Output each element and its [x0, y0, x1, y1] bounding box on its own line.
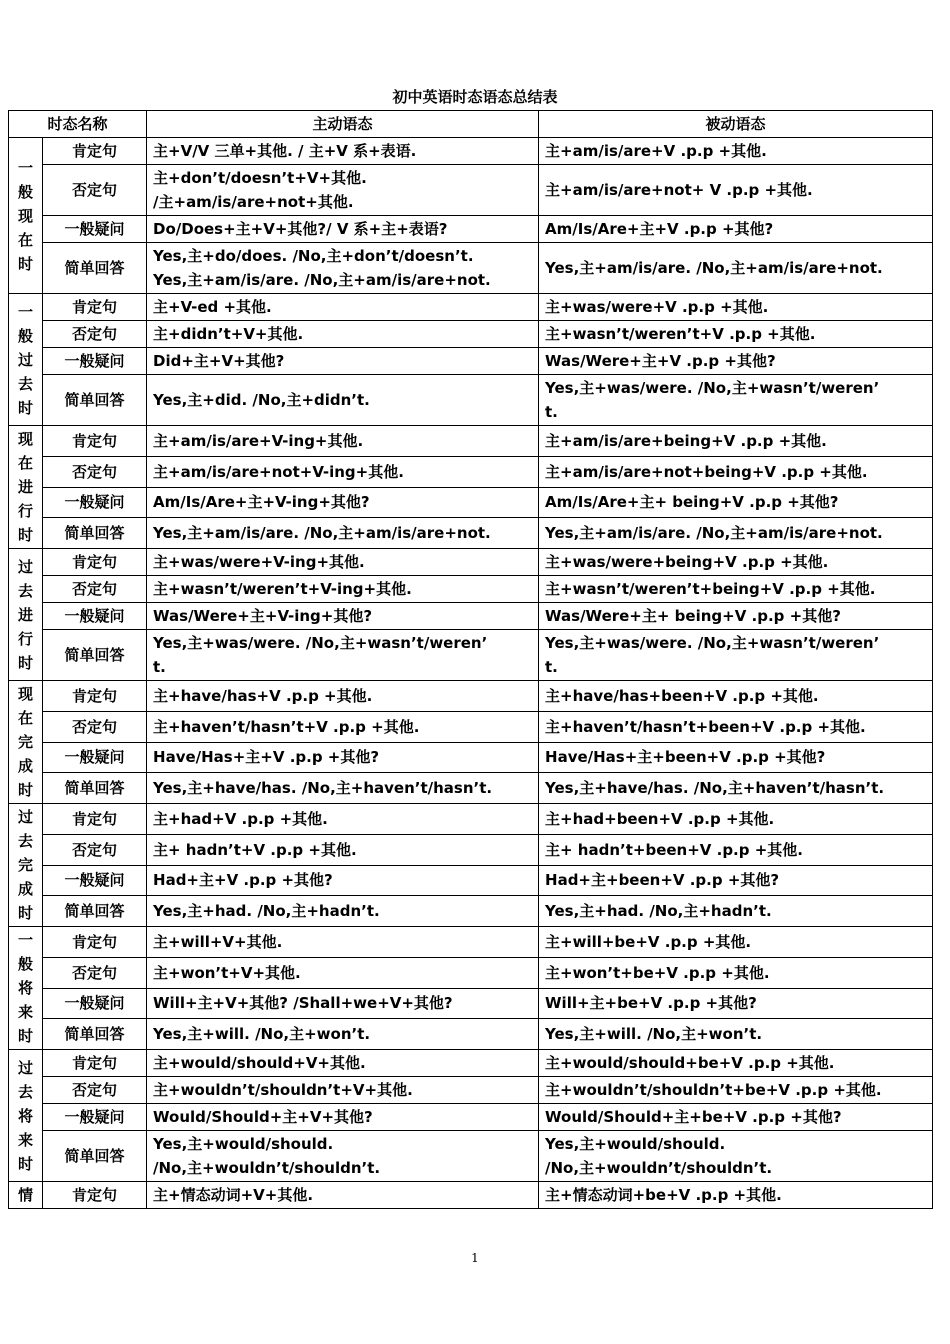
passive-voice-cell [539, 243, 933, 294]
active-voice-cell [147, 603, 539, 630]
active-voice-line: 主+V-ed +其他. [153, 298, 272, 316]
table-row [9, 957, 933, 988]
active-voice-line: 主+will+V+其他. [153, 932, 283, 951]
active-voice-line: Had+主+V .p.p +其他? [153, 871, 333, 890]
table-row [9, 243, 933, 294]
active-voice-line: 主+am/is/are+V-ing+其他. [153, 431, 364, 450]
passive-voice-cell [539, 138, 933, 165]
tense-name [9, 549, 43, 681]
active-voice-cell [147, 1131, 539, 1182]
passive-voice-cell [539, 896, 933, 927]
active-voice-cell [147, 804, 539, 835]
passive-voice-cell [539, 456, 933, 487]
passive-voice-line: Was/Were+主+V .p.p +其他? [545, 352, 776, 370]
active-voice-line: Yes,主+will. /No,主+won’t. [153, 1025, 371, 1044]
table-row [9, 549, 933, 576]
passive-voice-line: Yes,主+am/is/are. /No,主+am/is/are+not. [545, 524, 883, 543]
active-voice-line: Yes,主+have/has. /No,主+haven’t/hasn’t. [153, 779, 493, 798]
active-voice-cell [147, 487, 539, 518]
passive-voice-line: t. [545, 658, 558, 676]
sentence-type: 一般疑问 [43, 742, 147, 773]
table-row [9, 804, 933, 835]
active-voice-line: Yes,主+am/is/are. /No,主+am/is/are+not. [153, 271, 491, 289]
active-voice-cell [147, 927, 539, 958]
passive-voice-cell [539, 518, 933, 549]
tense-name [9, 1050, 43, 1182]
passive-voice-cell [539, 603, 933, 630]
passive-voice-line: Am/Is/Are+主+ being+V .p.p +其他? [545, 493, 839, 512]
passive-voice-line: 主+will+be+V .p.p +其他. [545, 932, 752, 951]
passive-voice-line: 主+was/were+V .p.p +其他. [545, 298, 769, 316]
sentence-type: 否定句 [43, 321, 147, 348]
sentence-type: 一般疑问 [43, 865, 147, 896]
active-voice-cell [147, 630, 539, 681]
sentence-type: 一般疑问 [43, 348, 147, 375]
sentence-type: 肯定句 [43, 927, 147, 958]
sentence-type: 否定句 [43, 456, 147, 487]
active-voice-line: /主+am/is/are+not+其他. [153, 193, 354, 211]
passive-voice-line: 主+have/has+been+V .p.p +其他. [545, 686, 819, 705]
passive-voice-cell [539, 1077, 933, 1104]
passive-voice-cell [539, 165, 933, 216]
passive-voice-cell [539, 348, 933, 375]
table-row [9, 576, 933, 603]
active-voice-cell [147, 549, 539, 576]
passive-voice-line: 主+am/is/are+not+ V .p.p +其他. [545, 181, 813, 199]
active-voice-line: 主+have/has+V .p.p +其他. [153, 686, 373, 705]
sentence-type: 简单回答 [43, 630, 147, 681]
table-row [9, 321, 933, 348]
table-row [9, 711, 933, 742]
active-voice-line: Yes,主+do/does. /No,主+don’t/doesn’t. [153, 247, 474, 265]
sentence-type: 肯定句 [43, 138, 147, 165]
active-voice-cell [147, 834, 539, 865]
table-row [9, 294, 933, 321]
passive-voice-cell [539, 321, 933, 348]
sentence-type: 肯定句 [43, 804, 147, 835]
active-voice-cell [147, 375, 539, 426]
active-voice-line: Would/Should+主+V+其他? [153, 1108, 373, 1126]
tense-voice-table [8, 110, 933, 1209]
active-voice-line: 主+haven’t/hasn’t+V .p.p +其他. [153, 717, 420, 736]
active-voice-cell [147, 243, 539, 294]
tense-label: 情 [17, 1186, 33, 1204]
active-voice-line: 主+would/should+V+其他. [153, 1054, 366, 1072]
table-row [9, 426, 933, 457]
active-voice-line: t. [153, 658, 166, 676]
passive-voice-line: 主+情态动词+be+V .p.p +其他. [545, 1186, 782, 1204]
tense-name [9, 294, 43, 426]
active-voice-cell [147, 138, 539, 165]
passive-voice-cell [539, 711, 933, 742]
sentence-type: 否定句 [43, 165, 147, 216]
passive-voice-cell [539, 1050, 933, 1077]
active-voice-line: Will+主+V+其他? /Shall+we+V+其他? [153, 994, 453, 1013]
table-row [9, 1077, 933, 1104]
active-voice-line: 主+ hadn’t+V .p.p +其他. [153, 840, 357, 859]
active-voice-line: Am/Is/Are+主+V-ing+其他? [153, 493, 370, 512]
header-row [9, 111, 933, 138]
passive-voice-cell [539, 804, 933, 835]
active-voice-line: Yes,主+am/is/are. /No,主+am/is/are+not. [153, 524, 491, 543]
passive-voice-cell [539, 988, 933, 1019]
document-title: 初中英语时态语态总结表 [392, 88, 558, 106]
header-active: 主动语态 [147, 111, 539, 138]
active-voice-line: Yes,主+did. /No,主+didn’t. [153, 391, 370, 409]
table-row [9, 1104, 933, 1131]
passive-voice-line: Had+主+been+V .p.p +其他? [545, 871, 780, 890]
active-voice-line: /No,主+wouldn’t/shouldn’t. [153, 1159, 381, 1177]
table-row [9, 138, 933, 165]
table-row [9, 348, 933, 375]
passive-voice-line: Have/Has+主+been+V .p.p +其他? [545, 748, 826, 767]
passive-voice-cell [539, 927, 933, 958]
passive-voice-line: 主+was/were+being+V .p.p +其他. [545, 553, 829, 571]
active-voice-line: Yes,主+had. /No,主+hadn’t. [153, 902, 380, 921]
passive-voice-line: 主+wasn’t/weren’t+V .p.p +其他. [545, 325, 816, 343]
tense-label: 过 去 进 行 时 [17, 557, 33, 672]
active-voice-cell [147, 711, 539, 742]
active-voice-cell [147, 456, 539, 487]
passive-voice-cell [539, 375, 933, 426]
sentence-type: 简单回答 [43, 518, 147, 549]
sentence-type: 肯定句 [43, 681, 147, 712]
sentence-type: 否定句 [43, 957, 147, 988]
passive-voice-cell [539, 1131, 933, 1182]
active-voice-cell [147, 518, 539, 549]
active-voice-line: Yes,主+was/were. /No,主+wasn’t/weren’ [153, 634, 488, 652]
tense-name [9, 1182, 43, 1209]
tense-name [9, 927, 43, 1050]
active-voice-cell [147, 1077, 539, 1104]
table-row [9, 927, 933, 958]
passive-voice-line: Yes,主+was/were. /No,主+wasn’t/weren’ [545, 634, 880, 652]
table-row [9, 518, 933, 549]
table-row [9, 487, 933, 518]
tense-label: 一 般 过 去 时 [17, 302, 33, 417]
passive-voice-cell [539, 426, 933, 457]
sentence-type: 简单回答 [43, 375, 147, 426]
active-voice-line: Did+主+V+其他? [153, 352, 285, 370]
active-voice-line: 主+wasn’t/weren’t+V-ing+其他. [153, 580, 412, 598]
passive-voice-line: Yes,主+will. /No,主+won’t. [545, 1025, 763, 1044]
sentence-type: 肯定句 [43, 294, 147, 321]
active-voice-cell [147, 1104, 539, 1131]
sentence-type: 简单回答 [43, 773, 147, 804]
table-row [9, 834, 933, 865]
sentence-type: 一般疑问 [43, 487, 147, 518]
tense-label: 现 在 完 成 时 [17, 685, 33, 799]
table-row [9, 375, 933, 426]
tense-label: 一 般 将 来 时 [17, 931, 33, 1045]
passive-voice-line: 主+am/is/are+not+being+V .p.p +其他. [545, 462, 868, 481]
passive-voice-line: 主+am/is/are+being+V .p.p +其他. [545, 431, 827, 450]
active-voice-line: 主+V/V 三单+其他. / 主+V 系+表语. [153, 142, 417, 160]
passive-voice-cell [539, 294, 933, 321]
passive-voice-line: 主+wasn’t/weren’t+being+V .p.p +其他. [545, 580, 876, 598]
active-voice-line: Do/Does+主+V+其他?/ V 系+主+表语? [153, 220, 448, 238]
passive-voice-line: 主+had+been+V .p.p +其他. [545, 809, 775, 828]
tense-label: 现 在 进 行 时 [17, 430, 33, 544]
active-voice-line: 主+wouldn’t/shouldn’t+V+其他. [153, 1081, 413, 1099]
passive-voice-cell [539, 216, 933, 243]
active-voice-cell [147, 865, 539, 896]
sentence-type: 一般疑问 [43, 988, 147, 1019]
passive-voice-cell [539, 834, 933, 865]
table-row [9, 216, 933, 243]
passive-voice-line: /No,主+wouldn’t/shouldn’t. [545, 1159, 773, 1177]
active-voice-line: 主+don’t/doesn’t+V+其他. [153, 169, 367, 187]
tense-label: 过 去 将 来 时 [17, 1058, 33, 1173]
active-voice-cell [147, 294, 539, 321]
passive-voice-line: Yes,主+was/were. /No,主+wasn’t/weren’ [545, 379, 880, 397]
passive-voice-line: Was/Were+主+ being+V .p.p +其他? [545, 607, 841, 625]
passive-voice-cell [539, 576, 933, 603]
sentence-type: 否定句 [43, 834, 147, 865]
passive-voice-cell [539, 773, 933, 804]
passive-voice-cell [539, 1104, 933, 1131]
table-row [9, 1131, 933, 1182]
passive-voice-cell [539, 681, 933, 712]
sentence-type: 简单回答 [43, 1019, 147, 1050]
passive-voice-cell [539, 487, 933, 518]
active-voice-line: 主+情态动词+V+其他. [153, 1186, 314, 1204]
table-row [9, 773, 933, 804]
active-voice-line: 主+had+V .p.p +其他. [153, 809, 328, 828]
tense-name [9, 426, 43, 549]
passive-voice-line: Would/Should+主+be+V .p.p +其他? [545, 1108, 842, 1126]
active-voice-cell [147, 348, 539, 375]
active-voice-cell [147, 1182, 539, 1209]
passive-voice-line: 主+would/should+be+V .p.p +其他. [545, 1054, 835, 1072]
active-voice-cell [147, 1050, 539, 1077]
passive-voice-cell [539, 1019, 933, 1050]
passive-voice-line: 主+haven’t/hasn’t+been+V .p.p +其他. [545, 717, 866, 736]
sentence-type: 肯定句 [43, 1182, 147, 1209]
active-voice-cell [147, 957, 539, 988]
passive-voice-cell [539, 742, 933, 773]
active-voice-cell [147, 426, 539, 457]
table-row [9, 630, 933, 681]
table-row [9, 681, 933, 712]
passive-voice-cell [539, 549, 933, 576]
passive-voice-line: Yes,主+have/has. /No,主+haven’t/hasn’t. [545, 779, 885, 798]
table-row [9, 603, 933, 630]
active-voice-cell [147, 988, 539, 1019]
passive-voice-cell [539, 630, 933, 681]
sentence-type: 肯定句 [43, 426, 147, 457]
active-voice-line: 主+was/were+V-ing+其他. [153, 553, 365, 571]
sentence-type: 一般疑问 [43, 1104, 147, 1131]
table-row [9, 865, 933, 896]
table-row [9, 742, 933, 773]
sentence-type: 简单回答 [43, 896, 147, 927]
table-row [9, 456, 933, 487]
sentence-type: 简单回答 [43, 1131, 147, 1182]
passive-voice-line: 主+am/is/are+V .p.p +其他. [545, 142, 767, 160]
active-voice-cell [147, 1019, 539, 1050]
passive-voice-line: Am/Is/Are+主+V .p.p +其他? [545, 220, 774, 238]
active-voice-cell [147, 321, 539, 348]
header-passive: 被动语态 [539, 111, 933, 138]
active-voice-cell [147, 165, 539, 216]
passive-voice-line: 主+won’t+be+V .p.p +其他. [545, 963, 770, 982]
active-voice-cell [147, 742, 539, 773]
passive-voice-line: Yes,主+had. /No,主+hadn’t. [545, 902, 772, 921]
active-voice-cell [147, 576, 539, 603]
passive-voice-line: t. [545, 403, 558, 421]
active-voice-cell [147, 773, 539, 804]
tense-label: 过 去 完 成 时 [17, 808, 33, 922]
sentence-type: 简单回答 [43, 243, 147, 294]
table-row [9, 1182, 933, 1209]
tense-name [9, 804, 43, 927]
active-voice-cell [147, 896, 539, 927]
active-voice-line: Was/Were+主+V-ing+其他? [153, 607, 373, 625]
table-row [9, 988, 933, 1019]
active-voice-cell [147, 681, 539, 712]
tense-name [9, 681, 43, 804]
sentence-type: 否定句 [43, 1077, 147, 1104]
tense-name [9, 138, 43, 294]
table-row [9, 1019, 933, 1050]
active-voice-line: 主+didn’t+V+其他. [153, 325, 304, 343]
active-voice-line: 主+am/is/are+not+V-ing+其他. [153, 462, 404, 481]
passive-voice-line: Yes,主+am/is/are. /No,主+am/is/are+not. [545, 259, 883, 277]
passive-voice-line: Yes,主+would/should. [545, 1135, 726, 1153]
table-row [9, 896, 933, 927]
sentence-type: 否定句 [43, 711, 147, 742]
table-row [9, 1050, 933, 1077]
passive-voice-cell [539, 1182, 933, 1209]
active-voice-cell [147, 216, 539, 243]
active-voice-line: Have/Has+主+V .p.p +其他? [153, 748, 380, 767]
passive-voice-line: 主+ hadn’t+been+V .p.p +其他. [545, 840, 803, 859]
header-tense: 时态名称 [9, 111, 147, 138]
passive-voice-cell [539, 865, 933, 896]
sentence-type: 肯定句 [43, 549, 147, 576]
passive-voice-cell [539, 957, 933, 988]
active-voice-line: 主+won’t+V+其他. [153, 963, 301, 982]
passive-voice-line: Will+主+be+V .p.p +其他? [545, 994, 757, 1013]
sentence-type: 肯定句 [43, 1050, 147, 1077]
sentence-type: 一般疑问 [43, 216, 147, 243]
passive-voice-line: 主+wouldn’t/shouldn’t+be+V .p.p +其他. [545, 1081, 882, 1099]
sentence-type: 否定句 [43, 576, 147, 603]
tense-label: 一 般 现 在 时 [17, 158, 33, 273]
active-voice-line: Yes,主+would/should. [153, 1135, 334, 1153]
table-row [9, 165, 933, 216]
page-number: 1 [471, 1251, 479, 1265]
sentence-type: 一般疑问 [43, 603, 147, 630]
